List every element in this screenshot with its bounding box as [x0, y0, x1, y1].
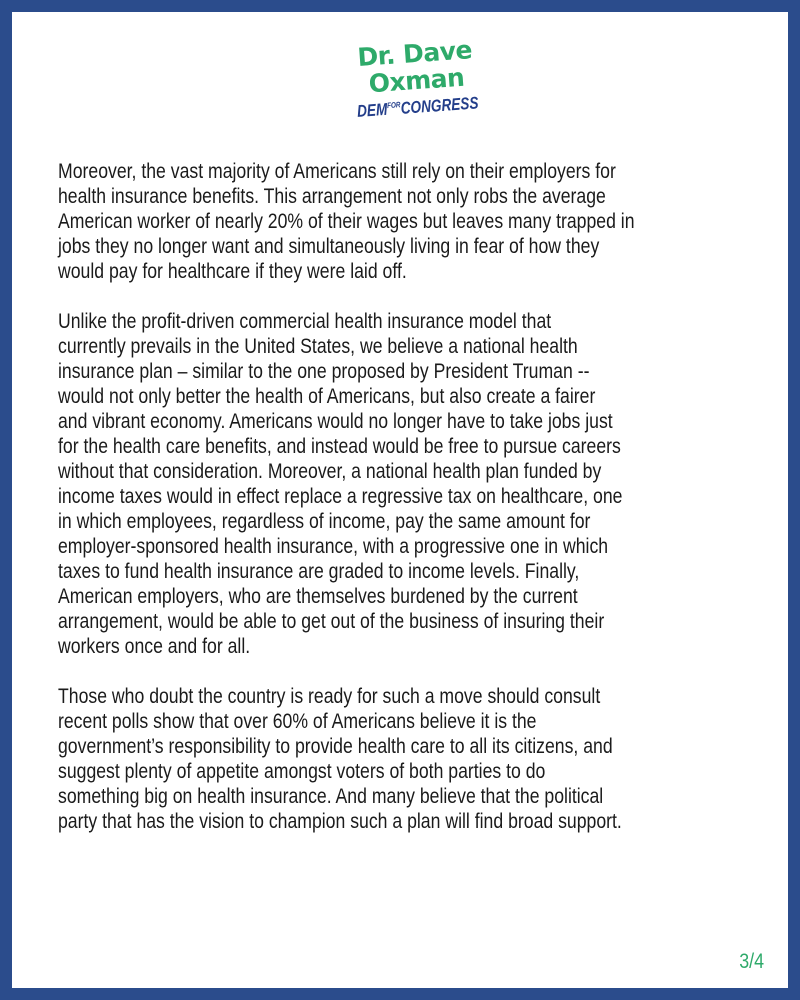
text-line: in which employees, regardless of income, pay the same amount for — [58, 510, 591, 533]
text-line: recent polls show that over 60% of Americans believe it is the — [58, 710, 537, 733]
text-line: insurance plan – similar to the one proposed by President Truman -- — [58, 360, 590, 383]
text-line: without that consideration. Moreover, a national health plan funded by — [58, 460, 602, 483]
text-line: employer-sponsored health insurance, with a progressive one in which — [58, 535, 609, 558]
campaign-logo — [344, 35, 490, 140]
text-line: taxes to fund health insurance are graded to income levels. Finally, — [58, 560, 580, 583]
text-line: workers once and for all. — [58, 635, 251, 658]
paragraph — [58, 159, 758, 284]
logo-name-line1: Dr. Dave — [356, 35, 473, 73]
body-text — [58, 159, 758, 859]
text-line: jobs they no longer want and simultaneously living in fear of how they — [58, 235, 600, 258]
text-line: suggest plenty of appetite amongst voters of both parties to do — [58, 760, 546, 783]
text-line: income taxes would in effect replace a regressive tax on healthcare, one — [58, 485, 623, 508]
text-line: Moreover, the vast majority of Americans still rely on their employers for — [58, 160, 616, 183]
text-line: would not only better the health of Americans, but also create a fairer — [58, 385, 596, 408]
logo-congress: CONGRESS — [400, 93, 480, 118]
text-line: currently prevails in the United States, we believe a national health — [58, 335, 578, 358]
paragraph — [58, 684, 758, 834]
text-line: for the health care benefits, and instead would be free to pursue careers — [58, 435, 621, 458]
text-line: Those who doubt the country is ready for such a move should consult — [58, 685, 601, 708]
text-line: Unlike the profit-driven commercial health insurance model that — [58, 310, 552, 333]
paragraph — [58, 309, 758, 659]
logo-for: FOR — [386, 100, 401, 111]
page-number: 3/4 — [738, 950, 764, 973]
page — [12, 12, 788, 988]
logo-dem: DEM — [356, 99, 388, 121]
logo-name-line2: Oxman — [367, 62, 466, 99]
text-line: something big on health insurance. And many believe that the political — [58, 785, 604, 808]
text-line: health insurance benefits. This arrangement not only robs the average — [58, 185, 606, 208]
text-line: American worker of nearly 20% of their wages but leaves many trapped in — [58, 210, 635, 233]
text-line: government’s responsibility to provide health care to all its citizens, and — [58, 735, 613, 758]
text-line: arrangement, would be able to get out of the business of insuring their — [58, 610, 605, 633]
text-line: party that has the vision to champion such a plan will find broad support. — [58, 810, 622, 833]
text-line: would pay for healthcare if they were laid off. — [58, 260, 407, 283]
text-line: and vibrant economy. Americans would no longer have to take jobs just — [58, 410, 613, 433]
text-line: American employers, who are themselves burdened by the current — [58, 585, 578, 608]
